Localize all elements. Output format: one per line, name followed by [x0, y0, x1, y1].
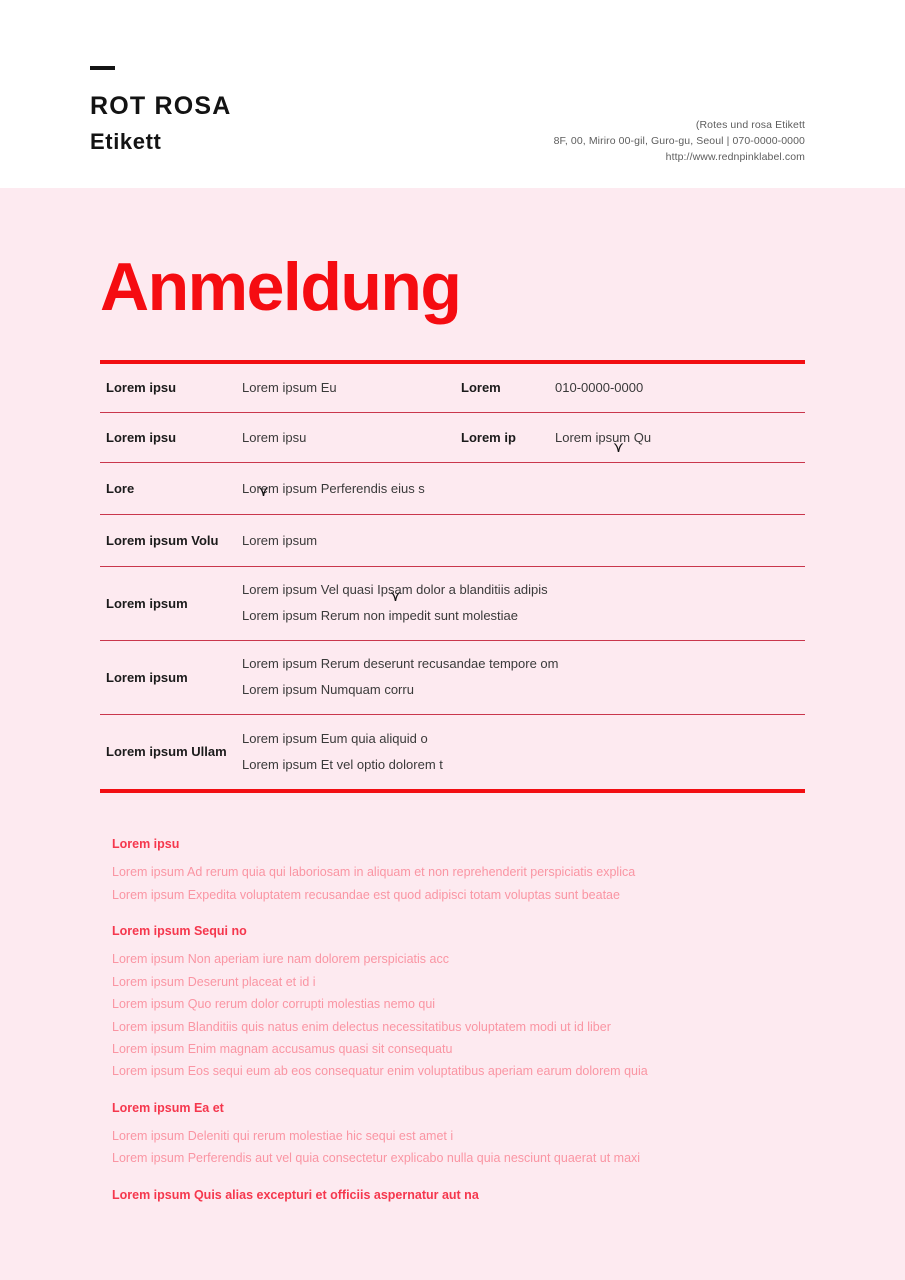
row-value-multiline	[242, 656, 558, 699]
note-line: Lorem ipsum Deleniti qui rerum molestiae hic sequi est amet i	[112, 1129, 454, 1143]
row-value-secondary: Lorem ipsum Qu	[555, 429, 652, 445]
row-label: Lorem ipsum Volu	[106, 532, 219, 548]
note-block	[112, 836, 832, 906]
table-row	[100, 567, 805, 641]
note-block	[112, 923, 832, 1083]
row-value: Lorem ipsum Eu	[242, 380, 337, 396]
row-value: Lorem ipsu	[242, 429, 307, 445]
note-heading: Lorem ipsum Quis alias excepturi et officiis aspernatur aut na	[112, 1187, 479, 1202]
row-value: Lorem ipsum Perferendis eius s	[242, 480, 425, 496]
brand-name-line2: Etikett	[90, 129, 162, 154]
contact-info	[554, 117, 805, 165]
table-row	[100, 641, 805, 715]
contact-website: http://www.rednpinklabel.com	[665, 151, 805, 163]
logo-dash-icon	[90, 66, 115, 70]
document-header	[0, 0, 905, 188]
brand-name-line1: ROT ROSA	[90, 92, 232, 120]
row-label-secondary: Lorem ip	[461, 429, 516, 445]
table-row	[100, 515, 805, 567]
note-line: Lorem ipsum Blanditiis quis natus enim delectus necessitatibus voluptatem modi ut id liber	[112, 1019, 611, 1034]
row-value-line: Lorem ipsum Rerum deserunt recusandae tempore om	[242, 656, 559, 672]
table-row	[100, 413, 805, 463]
note-line: Lorem ipsum Enim magnam accusamus quasi sit consequatu	[112, 1041, 453, 1056]
row-label: Lorem ipsum Ullam	[106, 744, 227, 760]
row-label-secondary: Lorem	[461, 380, 501, 396]
page-title: Anmeldung	[100, 249, 461, 325]
row-value-line: Lorem ipsum Et vel optio dolorem t	[242, 756, 443, 772]
row-label: Lorem ipsum	[106, 595, 188, 611]
table-row	[100, 364, 805, 413]
row-label: Lore	[106, 480, 135, 496]
row-value-secondary: 010-0000-0000	[555, 380, 644, 396]
registration-table	[100, 360, 805, 793]
row-value-line: Lorem ipsum Vel quasi Ipsam dolor a blanditiis adipis	[242, 582, 548, 598]
row-value-line: Lorem ipsum Eum quia aliquid o	[242, 730, 428, 746]
note-line: Lorem ipsum Quo rerum dolor corrupti molestias nemo qui	[112, 997, 436, 1012]
contact-line-1: (Rotes und rosa Etikett	[695, 119, 805, 131]
note-heading: Lorem ipsu	[112, 837, 180, 851]
row-label: Lorem ipsu	[106, 380, 177, 396]
row-label: Lorem ipsum	[106, 669, 188, 685]
row-label: Lorem ipsu	[106, 429, 177, 445]
row-value-multiline	[242, 731, 443, 774]
note-heading: Lorem ipsum Sequi no	[112, 924, 247, 939]
note-heading: Lorem ipsum Ea et	[112, 1100, 224, 1115]
note-block	[112, 1187, 832, 1203]
row-value-line: Lorem ipsum Rerum non impedit sunt molestiae	[242, 608, 519, 623]
note-block	[112, 1100, 832, 1170]
notes-section	[112, 836, 832, 1203]
note-line: Lorem ipsum Non aperiam iure nam dolorem perspiciatis acc	[112, 952, 449, 967]
table-row	[100, 715, 805, 789]
contact-line-2: 8F, 00, Miriro 00-gil, Guro-gu, Seoul | 070-0000-0000	[553, 135, 805, 147]
note-line: Lorem ipsum Eos sequi eum ab eos consequatur enim voluptatibus aperiam earum dolorem quia	[112, 1064, 648, 1079]
row-value-multiline	[242, 582, 548, 625]
note-line: Lorem ipsum Expedita voluptatem recusandae est quod adipisci totam voluptas sunt beatae	[112, 887, 620, 902]
note-line: Lorem ipsum Ad rerum quia qui laboriosam in aliquam et non reprehenderit perspiciatis explica	[112, 865, 636, 880]
note-line: Lorem ipsum Deserunt placeat et id i	[112, 974, 316, 989]
table-row	[100, 463, 805, 515]
row-value-line: Lorem ipsum Numquam corru	[242, 682, 414, 697]
row-value: Lorem ipsum	[242, 532, 318, 548]
note-line: Lorem ipsum Perferendis aut vel quia consectetur explicabo nulla quia nesciunt quaerat ut maxi	[112, 1151, 641, 1166]
